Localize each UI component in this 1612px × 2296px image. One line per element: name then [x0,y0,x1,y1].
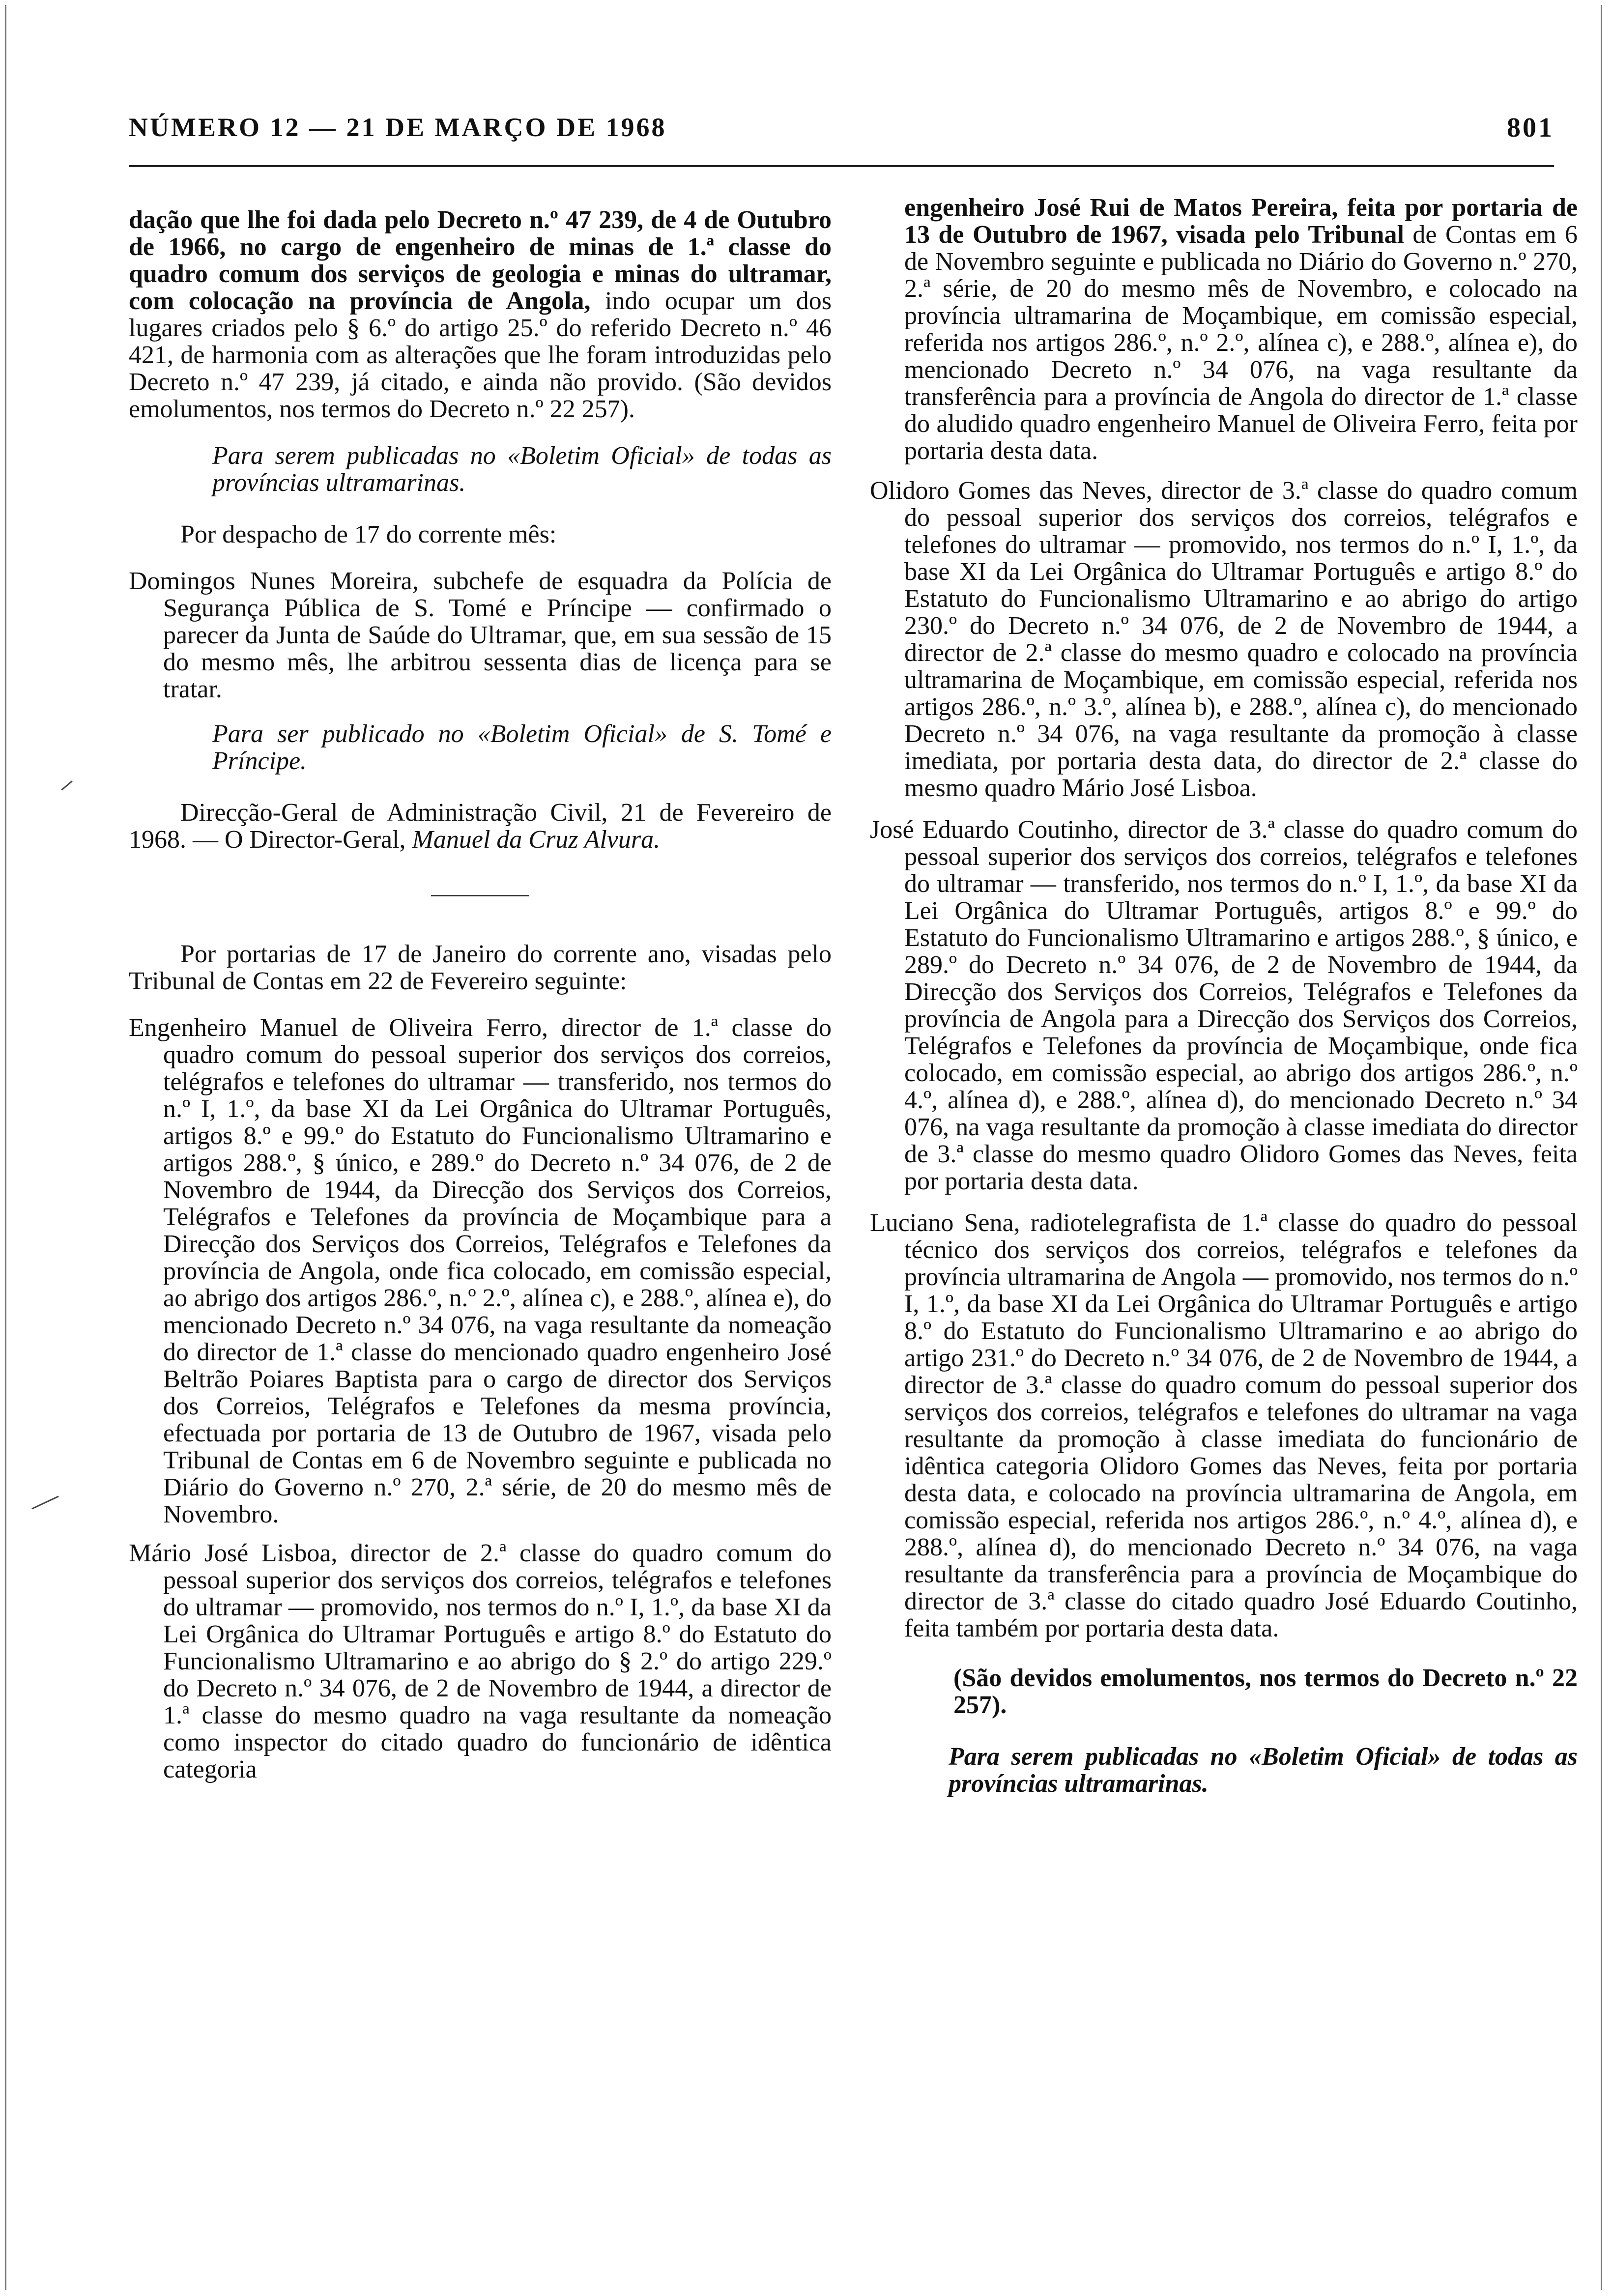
page-number: 801 [1507,113,1554,143]
section-separator [431,895,529,896]
left-column [129,206,832,1795]
entry-lisboa: Mário José Lisboa, director de 2.ª classe do quadro comum do pessoal superior dos serviços dos correios, telégrafos e telefones do ultramar — promovido, nos termos do n.º I, 1.º, da base XI da Lei Orgânica do Ultramar Português e artigo 8.º do Estatuto do Funcionalismo Ultramarino e ao abrigo do § 2.º do artigo 229.º do Decreto n.º 34 076, de 2 de Novembro de 1944, a director de 1.ª classe do mesmo quadro na vaga resultante da nomeação como inspector do citado quadro do funcionário de idêntica categoria [129,1539,832,1783]
right-column [870,194,1578,1797]
publication-note-3: Para serem publicadas no «Boletim Oficial» de todas as províncias ultramarinas. [949,1743,1578,1798]
header-rule [129,165,1554,167]
continued-paragraph [129,206,832,423]
continued-bold-text: dação que lhe foi dada pelo Decreto n.º 47 239, de 4 de Outubro de 1966, no cargo de engenheiro de minas de 1.ª classe do quadro comum dos serviços de geologia e minas do ultramar, com colocação na província de Angola, [129,206,832,315]
signature-name: Manuel da Cruz Alvura. [412,826,661,854]
emolumentos-note: (São devidos emolumentos, nos termos do Decreto n.º 22 257). [953,1664,1578,1719]
despacho-line: Por despacho de 17 do corrente mês: [180,520,557,548]
continued-bold-text-right: engenheiro José Rui de Matos Pereira, feita por portaria de 13 de Outubro de 1967, visada pelo Tribunal [904,194,1578,249]
entry-ferro: Engenheiro Manuel de Oliveira Ferro, director de 1.ª classe do quadro comum do pessoal superior dos serviços dos correios, telégrafos e telefones do ultramar — transferido, nos termos do n.º I, 1.º, da base XI da Lei Orgânica do Ultramar Português, artigos 8.º e 99.º do Estatuto do Funcionalismo Ultramarino e artigos 288.º, § único, e 289.º do Decreto n.º 34 076, de 2 de Novembro de 1944, da Direcção dos Serviços dos Correios, Telégrafos e Telefones da província de Moçambique para a Direcção dos Serviços dos Correios, Telégrafos e Telefones da província de Angola, onde fica colocado, em comissão especial, ao abrigo dos artigos 286.º, n.º 2.º, alínea c), e 288.º, alínea e), do mencionado Decreto n.º 34 076, na vaga resultante da nomeação do director de 1.ª classe do mencionado quadro engenheiro José Beltrão Poiares Baptista para o cargo de director dos Serviços dos Correios, Telégrafos e Telefones da mesma província, efectuada por portaria de 13 de Outubro de 1967, visada pelo Tribunal de Contas em 6 de Novembro seguinte e publicada no Diário do Governo n.º 270, 2.ª série, de 20 do mesmo mês de Novembro. [129,1014,832,1528]
entry-domingos: Domingos Nunes Moreira, subchefe de esquadra da Polícia de Segurança Pública de S. Tomé e Príncipe — confirmado o parecer da Junta de Saúde do Ultramar, que, em sua sessão de 15 do mesmo mês, lhe arbitrou sessenta dias de licença para se tratar. [129,567,832,703]
signature-text: Direcção-Geral de Administração Civil, 21 de Fevereiro de 1968. — O Director-Geral, [129,799,832,854]
issue-line: NÚMERO 12 — 21 DE MARÇO DE 1968 [129,113,667,142]
continued-text-right: de Contas em 6 de Novembro seguinte e publicada no Diário do Governo n.º 270, 2.ª série, de 20 do mesmo mês de Novembro, e colocado na província ultramarina de Moçambique, em comissão especial, referida nos artigos 286.º, n.º 2.º, alínea c), e 288.º, alínea e), do mencionado Decreto n.º 34 076, na vaga resultante da transferência para a província de Angola do director de 1.ª classe do aludido quadro engenheiro Manuel de Oliveira Ferro, feita por portaria desta data. [904,221,1578,465]
portarias-intro: Por portarias de 17 de Janeiro do corrente ano, visadas pelo Tribunal de Contas em 22 de Fevereiro seguinte: [129,940,832,995]
continued-paragraph-right [870,194,1578,464]
publication-note-1: Para serem publicadas no «Boletim Oficial» de todas as províncias ultramarinas. [212,442,832,497]
continued-text: indo ocupar um dos lugares criados pelo § 6.º do artigo 25.º do referido Decreto n.º 46 421, de harmonia com as alterações que lhe foram introduzidas pelo Decreto n.º 47 239, já citado, e ainda não provido. (São devidos emolumentos, nos termos do Decreto n.º 22 257). [129,287,832,423]
signature-block [129,799,832,853]
publication-note-2: Para ser publicado no «Boletim Oficial» de S. Tomé e Príncipe. [212,720,832,775]
entry-olidoro: Olidoro Gomes das Neves, director de 3.ª classe do quadro comum do pessoal superior dos serviços dos correios, telégrafos e telefones do ultramar — promovido, nos termos do n.º I, 1.º, da base XI da Lei Orgânica do Ultramar Português e artigo 8.º do Estatuto do Funcionalismo Ultramarino e ao abrigo do artigo 230.º do Decreto n.º 34 076, de 2 de Novembro de 1944, a director de 2.ª classe do mesmo quadro e colocado na província ultramarina de Moçambique, em comissão especial, referida nos artigos 286.º, n.º 3.º, alínea b), e 288.º, alínea c), do mencionado Decreto n.º 34 076, na vaga resultante da promoção à classe imediata, por portaria desta data, do director de 2.ª classe do mesmo quadro Mário José Lisboa. [870,477,1578,802]
page-header [129,112,1554,151]
entry-coutinho: José Eduardo Coutinho, director de 3.ª classe do quadro comum do pessoal superior dos serviços dos correios, telégrafos e telefones do ultramar — transferido, nos termos do n.º I, 1.º, da base XI da Lei Orgânica do Ultramar Português, artigos 8.º e 99.º do Estatuto do Funcionalismo Ultramarino e artigos 288.º, § único, e 289.º do Decreto n.º 34 076, de 2 de Novembro de 1944, da Direcção dos Serviços dos Correios, Telégrafos e Telefones da província de Angola para a Direcção dos Serviços dos Correios, Telégrafos e Telefones da província de Moçambique, onde fica colocado, em comissão especial, ao abrigo dos artigos 286.º, n.º 4.º, alínea d), e 288.º, alínea d), do mencionado Decreto n.º 34 076, na vaga resultante da promoção à classe imediata do director de 3.ª classe do mesmo quadro Olidoro Gomes das Neves, feita por portaria desta data. [870,816,1578,1195]
entry-sena: Luciano Sena, radiotelegrafista de 1.ª classe do quadro do pessoal técnico dos serviços dos correios, telégrafos e telefones da província ultramarina de Angola — promovido, nos termos do n.º I, 1.º, da base XI da Lei Orgânica do Ultramar Português e artigo 8.º do Estatuto do Funcionalismo Ultramarino e ao abrigo do artigo 231.º do Decreto n.º 34 076, de 2 de Novembro de 1944, a director de 3.ª classe do quadro comum do pessoal superior dos serviços dos correios, telégrafos e telefones do ultramar na vaga resultante da promoção à classe imediata do funcionário de idêntica categoria Olidoro Gomes das Neves, feita por portaria desta data, e colocado na província ultramarina de Angola, em comissão especial, referida nos artigos 286.º, n.º 4.º, alínea d), e 288.º, alínea d), do mencionado Decreto n.º 34 076, na vaga resultante da transferência para a província de Moçambique do director de 3.ª classe do citado quadro José Eduardo Coutinho, feita também por portaria desta data. [870,1209,1578,1642]
